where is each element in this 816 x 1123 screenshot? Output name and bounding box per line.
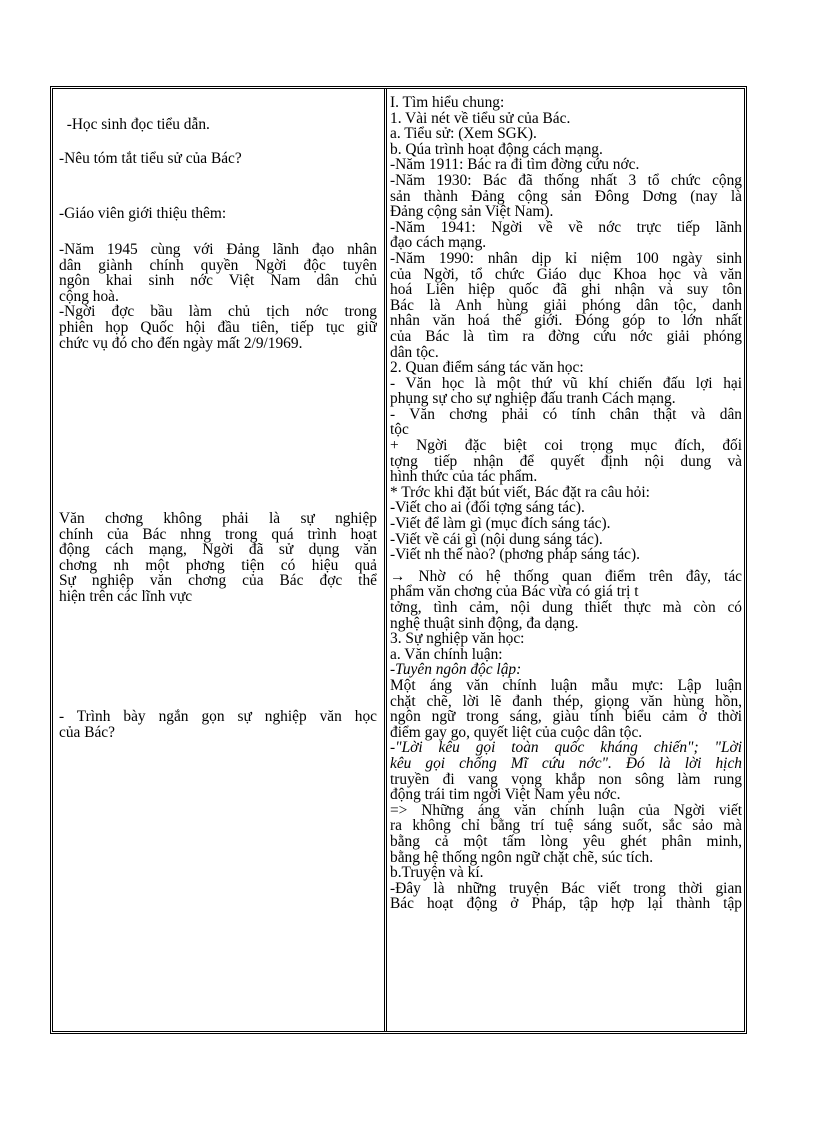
text-line: điểm gay go, quyết liệt của cuộc dân tộc. [390,723,643,741]
text-line: dân tộc. [390,343,439,361]
text-line: -Tuyên ngôn độc lập: [390,661,522,679]
left-text-block [59,117,377,133]
text-line: Văn chơng không phải là sự nghiệp [59,510,377,527]
text-line: bằng cả một tấm lòng yêu ghét phân minh, [390,832,742,850]
text-line: -Đây là những truyện Bác viết trong thời gian [390,879,742,897]
text-line: ngôn ngữ trong sáng, giàu tính biểu cảm ở thời [390,708,742,726]
text-line: chơng nh một phơng tiện có hiệu quả [59,556,377,574]
text-line: b.Truyện và kí. [390,864,484,882]
text-line: -Viết nh thế nào? (phơng pháp sáng tác). [390,546,640,564]
text-line: Đảng cộng sản Việt Nam). [390,203,554,221]
text-line: -Nêu tóm tắt tiểu sử của Bác? [59,150,242,167]
text-line: a. Tiểu sử: (Xem SGK). [390,125,537,143]
text-line: Bác hoạt động ở Pháp, tập hợp lại thành tập [390,895,742,913]
text-line: -Viết về cái gì (nội dung sáng tác). [390,530,603,548]
text-line: đạo cách mạng. [390,234,487,252]
text-line: động trái tim ngời Việt Nam yêu nớc. [390,786,621,804]
text-line: → Nhờ có hệ thống quan điểm trên đây, tác [390,567,742,585]
text-line: b. Qúa trình hoạt động cách mạng. [390,140,603,158]
left-text-block [59,709,377,740]
text-line: -Năm 1911: Bác ra đi tìm đờng cứu nớc. [390,156,640,174]
text-line: - Văn chơng phải có tính chân thật và dân [390,405,742,423]
text-line: kêu gọi chống Mĩ cứu nớc". Đó là lời hịch [390,754,742,772]
text-line: => Những áng văn chính luận của Ngời viết [390,801,742,819]
text-line: -Ngời đợc bầu làm chủ tịch nớc trong [59,303,377,321]
teacher-activity-column [59,89,377,1031]
text-line: của Bác? [59,723,115,741]
text-line: hiện trên các lĩnh vực [59,587,193,605]
text-line: phụng sự cho sự nghiệp đấu tranh Cách mạng. [390,390,676,408]
text-line: -Năm 1941: Ngời về về nớc trực tiếp lãnh [390,218,742,236]
text-line: hình thức của tác phẩm. [390,468,538,486]
text-line: phiên họp Quốc hội đầu tiên, tiếp tục giữ [59,318,377,336]
text-line: 3. Sự nghiệp văn học: [390,630,525,648]
text-line: ngôn khai sinh nớc Việt Nam dân chủ [59,272,377,290]
text-line: chính của Bác nhng trong quá trình hoạt [59,525,377,543]
text-line: -Năm 1930: Bác đã thống nhất 3 tổ chức cộng [390,171,742,189]
text-line: của Bác là tìm ra đờng cứu nớc giải phóng [390,327,742,345]
left-text-block [59,206,377,222]
text-line: a. Văn chính luận: [390,645,503,663]
left-text-block [59,242,377,351]
text-line: tởng, tình cảm, nội dung thiết thực mà còn có [390,599,742,616]
text-line: hoá Liên hiệp quốc đã ghi nhận và suy tôn [390,281,742,299]
text-line: phẩm văn chơng của Bác vừa có giá trị t [390,583,639,601]
text-line: dân giành chính quyền Ngời độc tuyên [59,256,377,274]
text-line: -"Lời kêu gọi toàn quốc kháng chiến"; "Lời [390,739,742,757]
text-line: - Văn học là một thứ vũ khí chiến đấu lợi hại [390,374,742,392]
text-line: + Ngời đặc biệt coi trọng mục đích, đối [390,437,742,455]
text-line: của Ngời, tổ chức Giáo dục Khoa học và văn [390,265,742,283]
text-line: nghệ thuật sinh động, đa dạng. [390,614,579,632]
text-line: nhân văn hoá thế giới. Đóng góp to lớn nhất [390,312,742,330]
text-line: chặt chẽ, lời lẽ đanh thép, giọng văn hùng hồn, [390,692,742,710]
text-line: truyền đi vang vọng khắp non sông làm rung [390,770,742,788]
text-line: -Năm 1945 cùng với Đảng lãnh đạo nhân [59,241,377,258]
text-line: Sự nghiệp văn chơng của Bác đợc thể [59,572,377,590]
text-line: sản thành Đảng cộng sản Đông Dơng (nay là [390,187,742,205]
text-line: -Viết cho ai (đối tợng sáng tác). [390,499,585,517]
text-line: - Trình bày ngắn gọn sự nghiệp văn học [59,708,377,725]
text-line: tợng tiếp nhận để quyết định nội dung và [390,452,742,470]
text-line: I. Tìm hiểu chung: [390,94,505,111]
lesson-content-column [390,89,742,1031]
text-line: 2. Quan điểm sáng tác văn học: [390,359,584,377]
text-line: -Học sinh đọc tiểu dẫn. [59,116,210,133]
text-line: chức vụ đó cho đến ngày mất 2/9/1969. [59,334,303,352]
text-line: 1. Vài nét về tiểu sử của Bác. [390,109,571,127]
text-line: Một áng văn chính luận mẫu mực: Lập luận [390,676,742,694]
text-line: ra không chỉ bằng trí tuệ sáng suốt, sắc sảo mà [390,817,742,835]
text-line: -Viết để làm gì (mục đích sáng tác). [390,515,611,533]
text-line: cộng hoà. [59,287,119,305]
text-line: * Trớc khi đặt bút viết, Bác đặt ra câu hỏi: [390,483,650,501]
text-line: tộc [390,421,409,439]
text-line: bằng hệ thống ngôn ngữ chặt chẽ, súc tích. [390,848,654,866]
lesson-table [50,86,747,1034]
text-line: -Năm 1990: nhân dịp kỉ niệm 100 ngày sinh [390,249,742,267]
text-line: -Giáo viên giới thiệu thêm: [59,205,227,222]
left-text-block [59,511,377,605]
column-divider [384,89,387,1031]
text-line: Bác là Anh hùng giải phóng dân tộc, danh [390,296,742,314]
left-text-block [59,151,377,167]
text-line: động cách mạng, Ngời đã sử dụng văn [59,541,377,559]
